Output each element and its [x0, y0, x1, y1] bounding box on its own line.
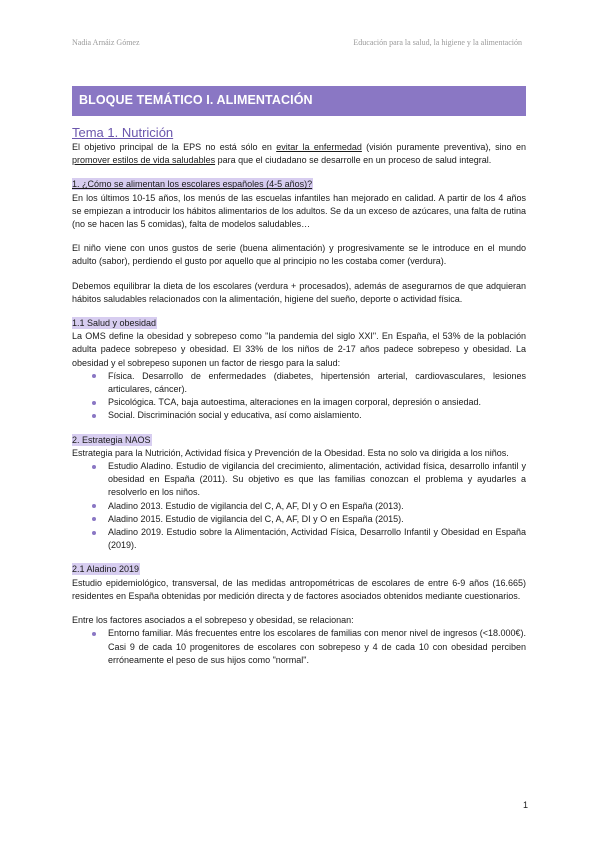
bullet-list: [72, 460, 526, 552]
section-heading-1-1: 1.1 Salud y obesidad: [72, 318, 157, 329]
list-item: Aladino 2013. Estudio de vigilancia del C, A, AF, DI y O en España (2013).: [72, 500, 526, 513]
topic-heading: Tema 1. Nutrición: [72, 125, 174, 140]
bullet-list: [72, 627, 526, 667]
document-body: [72, 124, 526, 667]
intro-paragraph: El objetivo principal de la EPS no está sólo en evitar la enfermedad (visión puramente preventiva), sino en promover estilos de vida saludables para que el ciudadano se desarrolle en un proceso de salud integral.: [72, 142, 526, 166]
underlined-phrase: evitar la enfermedad: [276, 142, 362, 152]
section-heading-1: 1. ¿Cómo se alimentan los escolares españoles (4-5 años)?: [72, 179, 313, 190]
header-subject: Educación para la salud, la higiene y la alimentación: [353, 38, 522, 47]
header-author: Nadia Arnáiz Gómez: [72, 38, 140, 47]
section-heading-2: 2. Estrategia NAOS: [72, 434, 151, 445]
paragraph: Estudio epidemiológico, transversal, de las medidas antropométricas de escolares de entre 6-9 años (16.665) residentes en España obtenidas por medición directa y de factores asociados obtenidos mediante cuestionarios.: [72, 577, 526, 601]
paragraph: Entre los factores asociados a el sobrepeso y obesidad, se relacionan:: [72, 615, 354, 626]
paragraph: El niño viene con unos gustos de serie (buena alimentación) y progresivamente se le introduce en el mundo adulto (sabor), perdiendo el gusto por aquello que al principio no les costaba comer (verdura).: [72, 243, 526, 267]
list-item: Aladino 2015. Estudio de vigilancia del C, A, AF, DI y O en España (2015).: [72, 513, 526, 526]
list-item: Aladino 2019. Estudio sobre la Alimentación, Actividad Física, Desarrollo Infantil y Obesidad en España (2019).: [72, 526, 526, 552]
bullet-list: [72, 370, 526, 423]
paragraph: Estrategia para la Nutrición, Actividad física y Prevención de la Obesidad. Esta no solo va dirigida a los niños.: [72, 447, 509, 458]
block-title-banner: [72, 86, 526, 116]
section-heading-2-1: 2.1 Aladino 2019: [72, 564, 140, 575]
list-item: Psicológica. TCA, baja autoestima, alteraciones en la imagen corporal, depresión o ansiedad.: [72, 396, 526, 409]
list-item: Social. Discriminación social y educativa, así como aislamiento.: [72, 409, 526, 422]
page-number: 1: [522, 800, 528, 810]
list-item: Estudio Aladino. Estudio de vigilancia del crecimiento, alimentación, actividad física, desarrollo infantil y obesidad en España (2011). Su objetivo es que las familias conozcan el problema y ayudarles a resolverlo en los niños.: [72, 460, 526, 500]
paragraph: Debemos equilibrar la dieta de los escolares (verdura + procesados), además de asegurarnos de que adquieran hábitos saludables relacionados con la alimentación, higiene del sueño, deporte o actividad física.: [72, 280, 526, 304]
block-title: BLOQUE TEMÁTICO I. ALIMENTACIÓN: [79, 93, 313, 107]
paragraph: En los últimos 10-15 años, los menús de las escuelas infantiles han mejorado en calidad. A partir de los 4 años se empiezan a introducir los hábitos alimentarios de los adultos. Se da un exceso de azúcares, una falta de rutina (no se hacen las 5 comidas), falta de modelos saludables…: [72, 192, 526, 230]
list-item: Física. Desarrollo de enfermedades (diabetes, hipertensión arterial, cardiovasculares, lesiones articulares, cáncer).: [72, 370, 526, 396]
underlined-phrase: promover estilos de vida saludables: [72, 155, 216, 166]
list-item: Entorno familiar. Más frecuentes entre los escolares de familias con menor nivel de ingresos (<18.000€). Casi 9 de cada 10 progenitores de escolares con sobrepeso y 4 de cada 10 con obesidad perciben erróneamente el peso de sus hijos como "normal".: [72, 627, 526, 667]
paragraph: La OMS define la obesidad y sobrepeso como "la pandemia del siglo XXI". En España, el 53% de la población adulta padece sobrepeso y obesidad. El 33% de los niños de 2-17 años padece sobrepeso y obesidad. La obesidad y el sobrepeso suponen un factor de riesgo para la salud:: [72, 331, 526, 368]
